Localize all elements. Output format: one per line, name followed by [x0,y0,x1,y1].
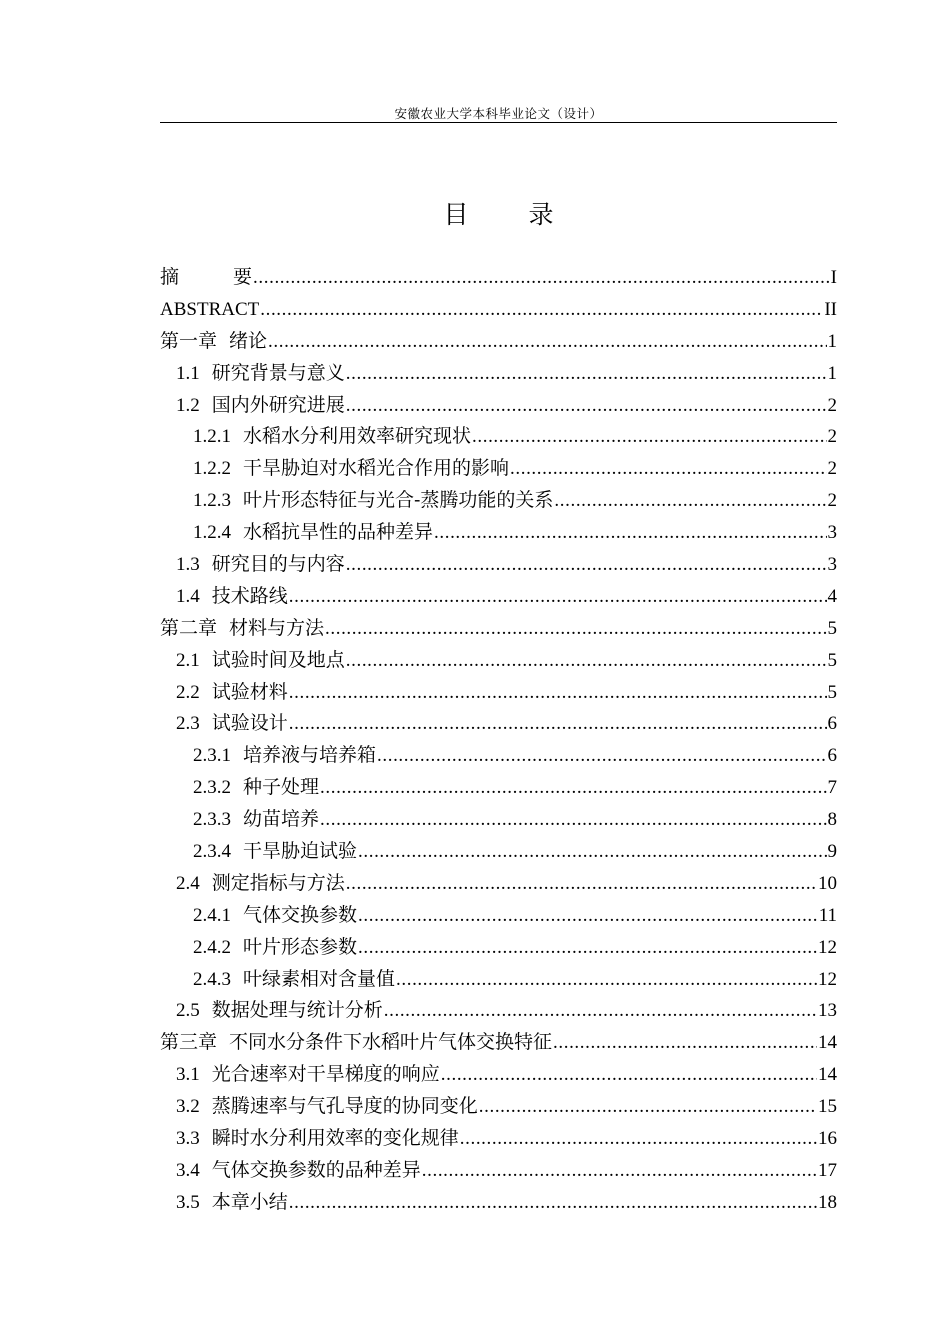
toc-entry-title: 蒸腾速率与气孔导度的协同变化 [211,1095,478,1118]
toc-entry-number: 2.1 [176,649,200,671]
toc-entry-title: 试验时间及地点 [211,648,345,671]
toc-entry[interactable] [160,1155,837,1187]
toc-entry-title: 材料与方法 [229,616,325,639]
toc-entry-title: 干旱胁迫试验 [243,840,358,863]
toc-entry[interactable] [160,1187,837,1219]
toc-entry-page: 15 [818,1096,837,1118]
toc-entry-number: 2.3 [176,713,200,735]
toc-entry-page: II [824,298,837,320]
toc-entry-number: 1.3 [176,554,200,576]
toc-entry-number: 3.3 [176,1128,200,1150]
toc-entry-number: 2.4.1 [193,904,231,926]
toc-entry[interactable] [160,581,837,613]
toc-entry-number: 1.1 [176,362,200,384]
toc-entry-title: 气体交换参数的品种差异 [211,1158,421,1181]
toc-entry-page: 18 [818,1191,837,1213]
toc-entry-number: 2.4 [176,872,200,894]
toc-entry-number: 2.3.3 [193,809,231,831]
toc-entry-number: 3.2 [176,1096,200,1118]
toc-entry-page: 5 [827,649,837,671]
toc-entry-page: 8 [827,809,837,831]
toc-entry[interactable] [160,708,837,740]
toc-entry-number: 第一章 [160,330,218,352]
toc-entry-page: 7 [827,777,837,799]
table-of-contents [160,262,837,1219]
toc-dot-leader [289,677,827,709]
toc-entry-number: 2.2 [176,681,200,703]
toc-dot-leader [358,900,818,932]
toc-dot-leader [268,326,826,358]
toc-dot-leader [358,836,826,868]
toc-entry[interactable] [160,517,837,549]
toc-entry-page: 16 [818,1128,837,1150]
toc-entry[interactable] [160,868,837,900]
toc-entry-number: 2.4.2 [193,936,231,958]
toc-entry-page: 2 [827,426,837,448]
toc-entry-page: 5 [827,617,837,639]
toc-entry-page: 14 [818,1064,837,1086]
toc-entry-page: 4 [827,585,837,607]
toc-entry-page: 14 [818,1032,837,1054]
toc-dot-leader [289,581,827,613]
toc-entry-page: 3 [827,554,837,576]
toc-entry-page: 17 [818,1159,837,1181]
toc-entry[interactable] [160,390,837,422]
toc-entry[interactable] [160,964,837,996]
toc-dot-leader [510,453,826,485]
toc-entry-page: 6 [827,745,837,767]
toc-entry-number: 第三章 [160,1032,218,1054]
toc-entry-number: 2.3.2 [193,777,231,799]
toc-entry-title: 技术路线 [211,584,288,607]
toc-dot-leader [358,932,817,964]
toc-entry-number: 1.2.4 [193,522,231,544]
toc-entry[interactable] [160,836,837,868]
toc-entry-page: 1 [827,330,837,352]
toc-entry[interactable] [160,485,837,517]
toc-dot-leader [346,549,827,581]
toc-entry-title: 叶片形态特征与光合-蒸腾功能的关系 [243,489,554,512]
toc-entry[interactable] [160,804,837,836]
toc-entry-title: 种子处理 [243,776,320,799]
toc-entry-title: 气体交换参数 [243,903,358,926]
toc-entry[interactable] [160,1027,837,1059]
toc-entry-title: 干旱胁迫对水稻光合作用的影响 [243,457,510,480]
toc-entry-page: 2 [827,458,837,480]
toc-entry[interactable] [160,1059,837,1091]
toc-entry-number: 2.4.3 [193,968,231,990]
toc-entry-number: 3.1 [176,1064,200,1086]
toc-entry-page: I [830,267,837,288]
toc-dot-leader [289,1187,817,1219]
toc-entry-page: 13 [818,1000,837,1022]
toc-entry-title: 试验材料 [211,680,288,703]
toc-dot-leader [260,294,823,326]
toc-entry-number: 第二章 [160,617,218,639]
toc-entry-title: 摘 要 [160,266,277,288]
toc-entry-page: 10 [818,872,837,894]
header-rule [160,122,837,123]
toc-entry[interactable] [160,645,837,677]
toc-entry-page: 12 [818,936,837,958]
toc-entry-title: 叶绿素相对含量值 [243,967,396,990]
toc-entry-title: 培养液与培养箱 [243,744,377,767]
toc-entry[interactable] [160,1091,837,1123]
toc-dot-leader [422,1155,817,1187]
toc-entry-title: 研究目的与内容 [211,553,345,576]
toc-entry-title: 试验设计 [211,712,288,735]
toc-entry[interactable] [160,1123,837,1155]
toc-entry[interactable] [160,772,837,804]
toc-entry-page: 3 [827,522,837,544]
toc-entry-number: 2.3.4 [193,841,231,863]
toc-dot-leader [396,964,817,996]
toc-entry-number: 2.3.1 [193,745,231,767]
toc-entry-page: 12 [818,968,837,990]
toc-entry[interactable] [160,294,837,326]
toc-entry[interactable] [160,677,837,709]
toc-dot-leader [554,485,826,517]
toc-dot-leader [289,708,827,740]
toc-entry-page: 2 [827,394,837,416]
toc-entry-title: 光合速率对干旱梯度的响应 [211,1063,440,1086]
toc-entry-title: 测定指标与方法 [211,871,345,894]
toc-entry-number: 1.2.2 [193,458,231,480]
toc-entry[interactable] [160,453,837,485]
toc-entry[interactable] [160,613,837,645]
toc-entry-number: 2.5 [176,1000,200,1022]
toc-entry-number: 1.2 [176,394,200,416]
toc-dot-leader [253,262,830,294]
toc-entry-number: 3.5 [176,1191,200,1213]
toc-entry-title: 国内外研究进展 [211,393,345,416]
toc-dot-leader [472,421,826,453]
toc-entry-page: 2 [827,490,837,512]
toc-dot-leader [346,868,817,900]
toc-entry-title: 瞬时水分利用效率的变化规律 [211,1127,459,1150]
toc-entry-title: 不同水分条件下水稻叶片气体交换特征 [229,1031,553,1054]
toc-entry-title: 数据处理与统计分析 [211,999,383,1022]
toc-dot-leader [384,995,817,1027]
toc-dot-leader [325,613,826,645]
toc-entry-title: 研究背景与意义 [211,361,345,384]
toc-dot-leader [441,1059,817,1091]
toc-entry[interactable] [160,421,837,453]
toc-dot-leader [320,804,826,836]
toc-entry-page: 5 [827,681,837,703]
toc-title: 目 录 [443,200,580,229]
toc-entry-page: 9 [827,841,837,863]
toc-entry-number: 3.4 [176,1159,200,1181]
toc-entry-number: 1.4 [176,585,200,607]
toc-dot-leader [479,1091,817,1123]
toc-entry-title: 本章小结 [211,1190,288,1213]
toc-entry-title: 水稻抗旱性的品种差异 [243,521,434,544]
toc-entry[interactable] [160,740,837,772]
toc-dot-leader [460,1123,817,1155]
toc-entry-title: 水稻水分利用效率研究现状 [243,425,472,448]
page-header: 安徽农业大学本科毕业论文（设计） [394,106,603,121]
toc-entry-number: 1.2.3 [193,490,231,512]
toc-entry-title: 叶片形态参数 [243,935,358,958]
toc-entry[interactable] [160,262,837,294]
toc-entry-title: 幼苗培养 [243,808,320,831]
toc-dot-leader [553,1027,817,1059]
toc-entry[interactable] [160,358,837,390]
toc-dot-leader [346,358,827,390]
toc-entry-page: 6 [827,713,837,735]
toc-dot-leader [346,390,827,422]
toc-entry-title: 绪论 [229,329,268,352]
toc-dot-leader [377,740,826,772]
toc-entry-title: ABSTRACT [160,298,260,320]
toc-dot-leader [320,772,826,804]
toc-entry-number: 1.2.1 [193,426,231,448]
toc-entry-page: 1 [827,362,837,384]
toc-entry[interactable] [160,995,837,1027]
toc-entry[interactable] [160,900,837,932]
toc-entry[interactable] [160,932,837,964]
toc-entry[interactable] [160,549,837,581]
toc-dot-leader [346,645,827,677]
toc-entry-page: 11 [818,904,837,926]
toc-entry[interactable] [160,326,837,358]
toc-dot-leader [434,517,826,549]
